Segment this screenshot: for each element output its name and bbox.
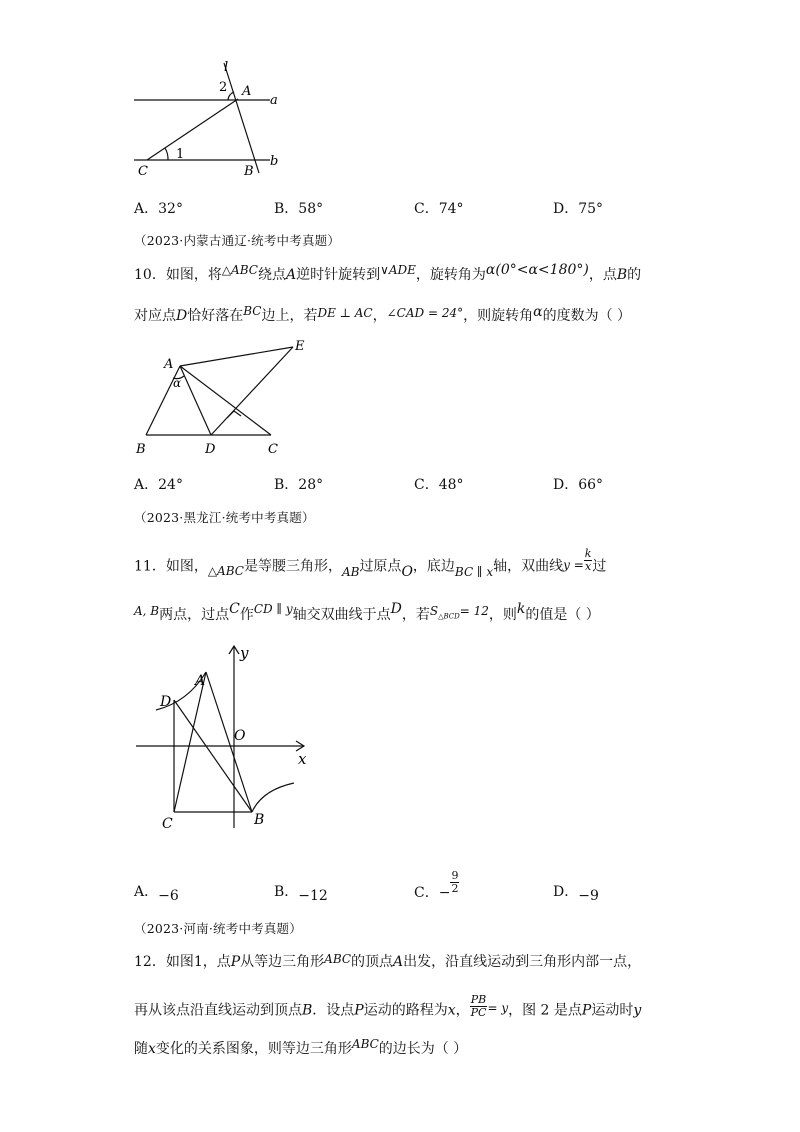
label-A: A xyxy=(242,84,252,99)
label-B: B xyxy=(244,164,254,179)
hyperbola-right-branch xyxy=(252,783,294,812)
segment-db xyxy=(174,700,252,812)
q10-source: （2023·内蒙古通辽·统考中考真题） xyxy=(134,233,341,248)
q10-line-1: 10．如图，将△ABC绕点A逆时针旋转到∨ADE，旋转角为α(0°<α<180°)，点B的 xyxy=(134,262,642,283)
q12-line-2: 再从该点沿直线运动到顶点B．设点P运动的路程为x， $\frac{PB}{PC}$ = y，图 2 是点P运动时y xyxy=(134,993,642,1019)
segment-ca xyxy=(147,99,238,160)
q10-line-2: 对应点D恰好落在BC边上，若DE ⊥ AC，∠CAD = 24°，则旋转角α的度数为（ ） xyxy=(134,304,632,324)
q10-option-a[interactable]: A．24° xyxy=(134,477,183,493)
label-C: C xyxy=(138,164,148,179)
q11-option-b[interactable]: B．−12 xyxy=(274,884,328,904)
q10-option-d[interactable]: D．66° xyxy=(553,477,604,493)
q9-option-a[interactable]: A．32° xyxy=(134,201,183,217)
segment-ae xyxy=(180,347,293,366)
label-b: b xyxy=(270,154,279,169)
label-D: D xyxy=(160,694,172,710)
label-O: O xyxy=(234,728,246,744)
angle-1-arc xyxy=(165,148,168,160)
label-x: x xyxy=(298,750,307,768)
q12-line-3: 随x变化的关系图象，则等边三角形ABC的边长为（ ） xyxy=(134,1037,468,1057)
label-B: B xyxy=(254,812,265,828)
right-angle-mark xyxy=(227,411,241,418)
q12-source: （2023·河南·统考中考真题） xyxy=(134,921,302,936)
q11-line-1: 11．如图，△ABC是等腰三角形，AB过原点O，底边BC ∥ x轴，双曲线y = $\frac{k}{x}$ 过 xyxy=(134,547,607,580)
label-1: 1 xyxy=(176,147,185,162)
label-C: C xyxy=(162,816,173,832)
label-D: D xyxy=(205,442,216,457)
q12-line-1: 12．如图1，点P从等边三角形ABC的顶点A出发，沿直线运动到三角形内部一点， xyxy=(134,952,642,970)
label-y: y xyxy=(240,644,249,662)
segment-ad xyxy=(180,366,211,435)
q11-figure xyxy=(128,640,328,840)
label-a: a xyxy=(270,93,278,108)
q11-option-d[interactable]: D．−9 xyxy=(553,884,599,904)
q10-figure xyxy=(128,330,328,462)
segment-ac xyxy=(180,366,271,435)
line-l xyxy=(224,63,259,173)
q9-option-d[interactable]: D．75° xyxy=(553,201,604,217)
label-A: A xyxy=(195,673,206,689)
label-2: 2 xyxy=(219,80,228,95)
q9-option-b[interactable]: B．58° xyxy=(274,201,324,217)
label-A: A xyxy=(164,357,174,372)
q9-option-c[interactable]: C．74° xyxy=(414,201,464,217)
q9-figure xyxy=(120,55,300,185)
label-l: l xyxy=(224,60,229,75)
segment-ca xyxy=(174,672,206,812)
q11-option-c[interactable]: C．− $\frac{9}{2}$ xyxy=(414,869,459,901)
q10-option-b[interactable]: B．28° xyxy=(274,477,324,493)
q11-option-a[interactable]: A．−6 xyxy=(134,884,179,904)
segment-de xyxy=(211,347,293,435)
q11-source: （2023·黑龙江·统考中考真题） xyxy=(134,510,315,525)
label-alpha: α xyxy=(173,376,182,390)
label-C: C xyxy=(268,442,278,457)
q11-line-2: A, B两点，过点C作CD ∥ y轴交双曲线于点D，若$S_{\triangle BCD}= 12$，则k的值是（ ） xyxy=(134,601,600,623)
label-B: B xyxy=(136,442,146,457)
label-E: E xyxy=(295,339,305,354)
q10-option-c[interactable]: C．48° xyxy=(414,477,464,493)
